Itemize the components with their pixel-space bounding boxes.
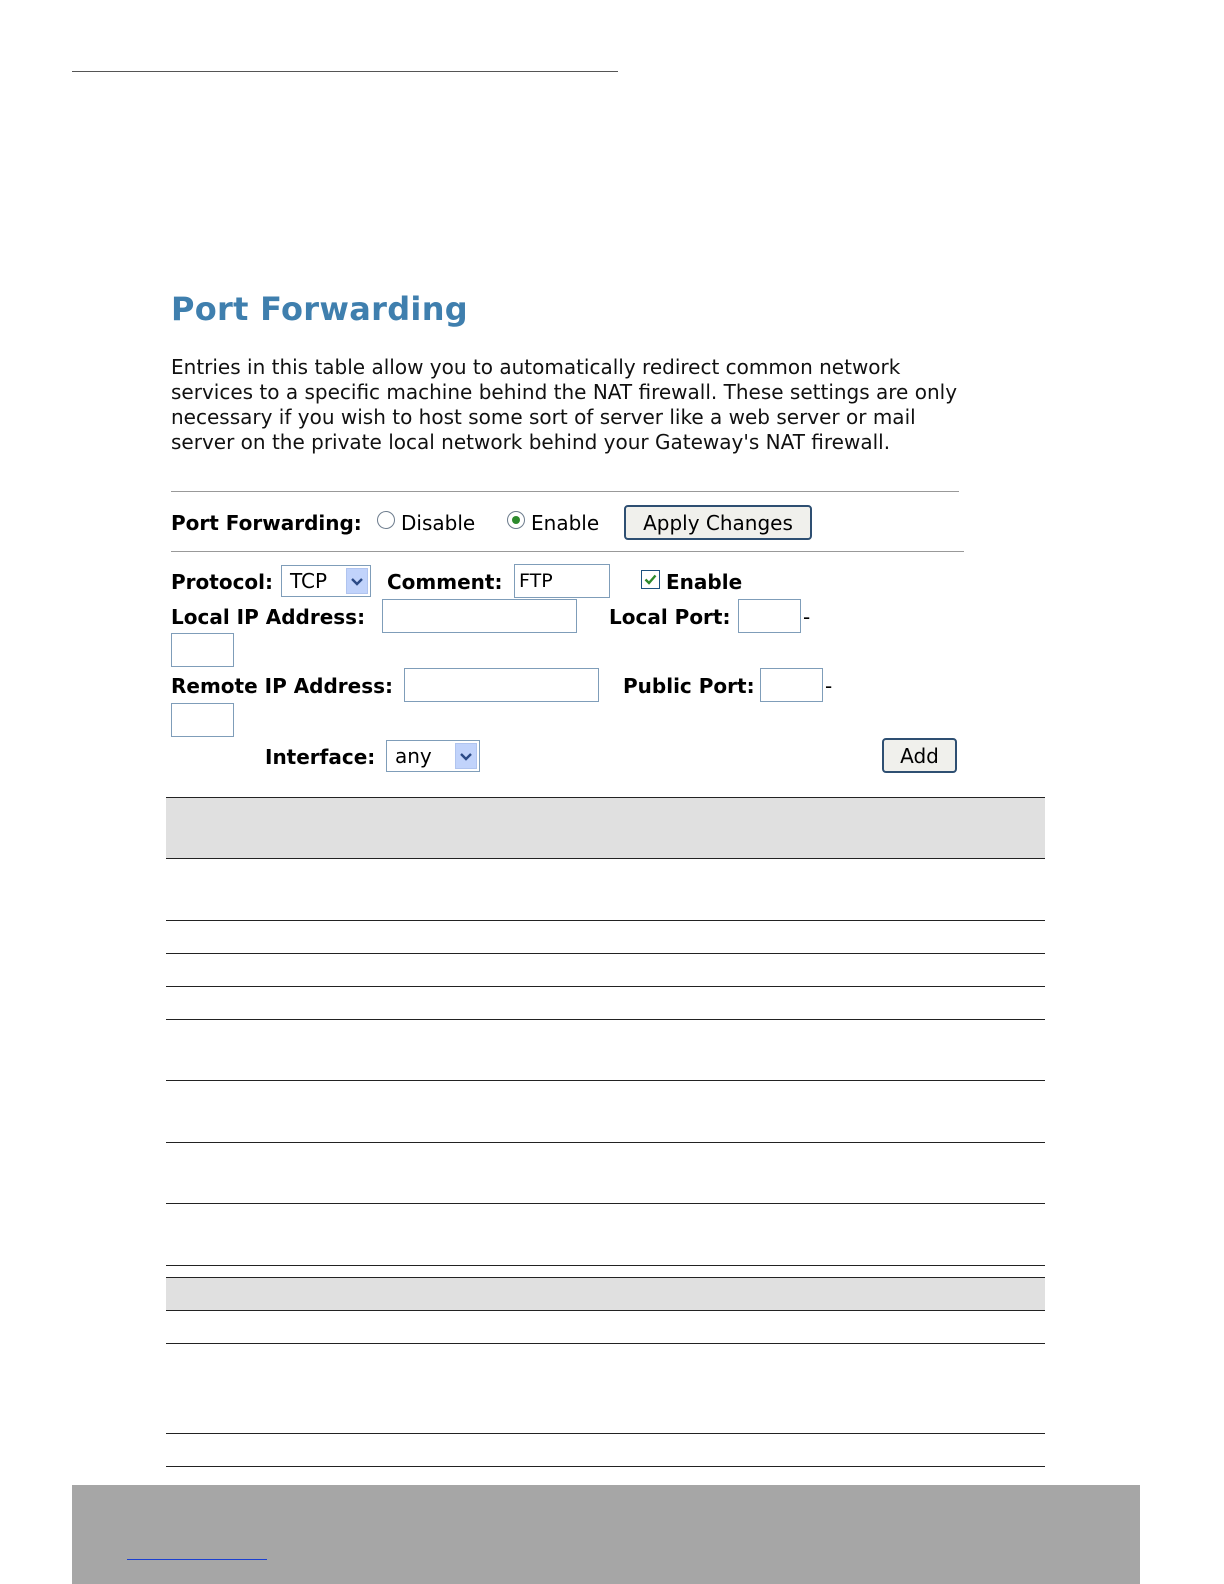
table-row-divider [166,1019,1045,1020]
table-row-divider [166,986,1045,987]
chevron-down-icon [455,743,477,769]
local-port-label: Local Port: [609,605,731,629]
page-title: Port Forwarding [171,290,468,328]
table-row-divider [166,1466,1045,1467]
apply-changes-button[interactable]: Apply Changes [624,505,812,540]
table-row-divider [166,1277,1045,1278]
checkmark-icon [644,573,657,586]
interface-select-value: any [395,744,432,768]
table-row-divider [166,1142,1045,1143]
section-divider [171,551,964,552]
table-row-divider [166,1265,1045,1266]
remote-ip-label: Remote IP Address: [171,674,394,698]
chevron-down-icon [346,568,368,594]
enable-checkbox-label[interactable]: Enable [666,570,743,594]
table-header-band [166,1277,1045,1310]
comment-input[interactable] [514,564,610,598]
disable-radio-label[interactable]: Disable [401,511,476,535]
remote-ip-input[interactable] [404,668,599,702]
table-row-divider [166,1310,1045,1311]
table-row-divider [166,1433,1045,1434]
page-description: Entries in this table allow you to automatically redirect common network services to a specific machine behind the NAT firewall. These settings are only necessary if you wish to host some sort of server like a web server or mail server on the private local network behind your Gateway's NAT firewall. [171,355,958,454]
interface-label: Interface: [265,745,376,769]
protocol-select-value: TCP [290,569,328,593]
table-row-divider [166,858,1045,859]
public-port-from-input[interactable] [760,668,823,702]
public-port-label: Public Port: [623,674,755,698]
table-row-divider [166,797,1045,798]
footer-link-underline[interactable] [127,1559,267,1560]
table-row-divider [166,1203,1045,1204]
protocol-select[interactable] [281,565,371,597]
local-ip-label: Local IP Address: [171,605,366,629]
page-top-rule [72,71,618,72]
disable-radio[interactable] [377,511,395,529]
protocol-label: Protocol: [171,570,274,594]
table-row-divider [166,920,1045,921]
section-divider [171,491,959,492]
local-port-to-input[interactable] [171,633,234,667]
interface-select[interactable] [386,740,480,772]
public-port-dash: - [825,674,833,698]
enable-radio[interactable] [507,511,525,529]
enable-checkbox[interactable] [641,570,660,589]
enable-radio-label[interactable]: Enable [531,511,600,535]
comment-label: Comment: [387,570,503,594]
port-forwarding-label: Port Forwarding: [171,511,362,535]
table-row-divider [166,1080,1045,1081]
public-port-to-input[interactable] [171,703,234,737]
local-port-dash: - [803,605,811,629]
local-port-from-input[interactable] [738,599,801,633]
table-row-divider [166,1343,1045,1344]
add-button[interactable]: Add [882,738,957,773]
page-footer [72,1485,1140,1584]
table-row-divider [166,953,1045,954]
local-ip-input[interactable] [382,599,577,633]
table-header-band [166,797,1045,858]
